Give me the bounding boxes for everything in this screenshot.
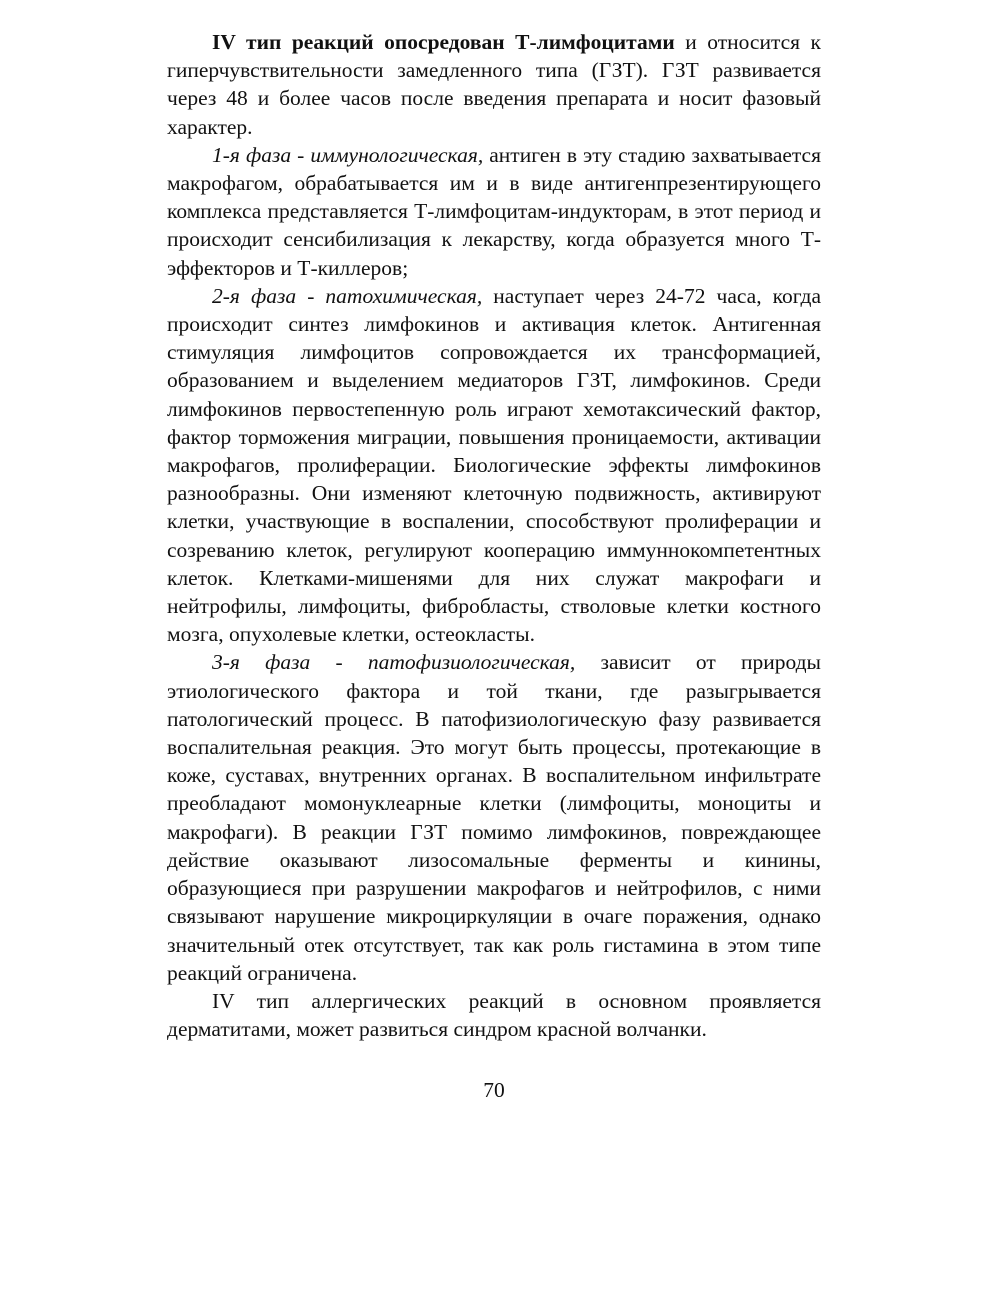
- paragraph-text: и относится к гиперчувствительности замедленного типа (ГЗТ). ГЗТ развивается через 48 и более часов после введения препарата и носит фазовый характер.: [167, 30, 822, 139]
- page-body: [167, 28, 821, 1043]
- paragraph-text: IV тип аллергических реакций в основном проявляется дерматитами, может развиться синдром красной волчанки.: [167, 988, 821, 1042]
- paragraph-conclusion: [167, 987, 821, 1043]
- paragraph-phase-1: [167, 141, 821, 282]
- paragraph-phase-2: [167, 282, 821, 649]
- paragraph-lead-italic: 3-я фаза - патофизиологическая,: [212, 650, 576, 675]
- paragraph-lead-italic: 2-я фаза - патохимическая,: [212, 283, 483, 308]
- paragraph-text: зависит от природы этиологического фактора и той ткани, где разыгрывается патологический процесс. В патофизиологическую фазу развивается воспалительная реакция. Это могут быть процессы, протекающие в коже, суставах, внутренних органах. В воспалительном инфильтрате преобладают момонуклеарные клетки (лимфоциты, моноциты и макрофаги). В реакции ГЗТ помимо лимфокинов, повреждающее действие оказывают лизосомальные ферменты и кинины, образующиеся при разрушении макрофагов и нейтрофилов, с ними связывают нарушение микроциркуляции в очаге поражения, однако значительный отек отсутствует, так как роль гистамина в этом типе реакций ограничена.: [167, 650, 821, 985]
- paragraph-phase-3: [167, 648, 821, 986]
- paragraph-lead-italic: 1-я фаза - иммунологическая,: [212, 142, 484, 167]
- paragraph-lead-bold: IV тип реакций опосредован Т-лимфоцитами: [212, 30, 675, 54]
- paragraph-text: антиген в эту стадию захватывается макрофагом, обрабатывается им и в виде антигенпрезентирующего комплекса представляется Т-лимфоцитам-индукторам, в этот период и происходит сенсибилизация к лекарству, когда образуется много Т-эффекторов и Т-киллеров;: [167, 142, 821, 280]
- paragraph-text: наступает через 24-72 часа, когда происходит синтез лимфокинов и активация клеток. Антигенная стимуляция лимфоцитов сопровождается их трансформацией, образованием и выделением медиаторов ГЗТ, лимфокинов. Среди лимфокинов первостепенную роль играют хемотаксический фактор, фактор торможения миграции, повышения проницаемости, активации макрофагов, пролиферации. Биологические эффекты лимфокинов разнообразны. Они изменяют клеточную подвижность, активируют клетки, участвующие в воспалении, способствуют пролиферации и созреванию клеток, регулируют кооперацию иммуннокомпетентных клеток. Клетками-мишенями для них служат макрофаги и нейтрофилы, лимфоциты, фибробласты, стволовые клетки костного мозга, опухолевые клетки, остеокласты.: [167, 283, 821, 647]
- paragraph-type-iv-intro: [167, 28, 821, 141]
- page-number: 70: [483, 1078, 505, 1102]
